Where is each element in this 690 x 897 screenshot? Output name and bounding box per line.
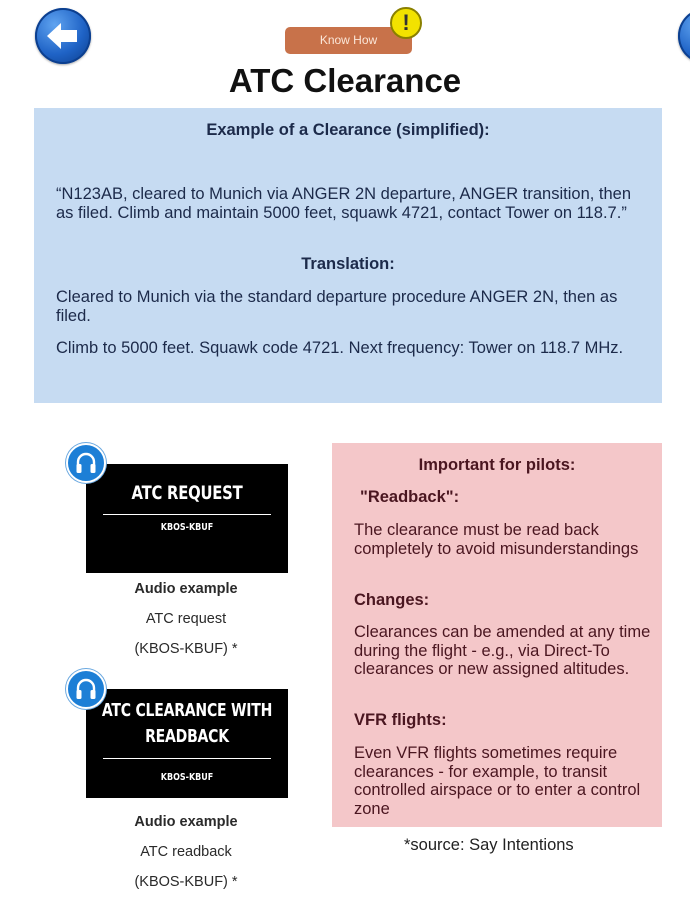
translation-text-1: Cleared to Munich via the standard departure procedure ANGER 2N, then as filed.: [56, 288, 618, 325]
vfr-text: Even VFR flights sometimes require clearances - for example, to transit controlled airspace or to enter a control zone: [354, 744, 641, 818]
next-button[interactable]: [678, 8, 690, 64]
audio-caption-route: (KBOS-KBUF) *: [134, 641, 238, 657]
divider: [103, 758, 271, 759]
important-for-pilots-panel: [332, 443, 662, 827]
audio-card-subtitle: KBOS-KBUF: [160, 522, 214, 533]
audio-card-title-2: READBACK: [145, 726, 229, 747]
audio-card-title: ATC REQUEST: [131, 482, 243, 504]
audio-card-atc-request[interactable]: [86, 464, 288, 573]
arrow-right-icon: [678, 8, 690, 64]
audio-caption-route: (KBOS-KBUF) *: [134, 874, 238, 890]
audio-caption-title: Audio example: [134, 814, 238, 830]
audio-caption-line: ATC request: [145, 611, 227, 627]
translation-heading: Translation:: [301, 255, 395, 273]
audio-card-atc-clearance[interactable]: [86, 689, 288, 798]
changes-text: Clearances can be amended at any time during the flight - e.g., via Direct-To clearances or new assigned altitudes.: [354, 623, 651, 678]
know-how-button[interactable]: Know How: [285, 27, 412, 54]
audio-card-title: ATC CLEARANCE WITH: [101, 700, 273, 721]
clearance-text: “N123AB, cleared to Munich via ANGER 2N departure, ANGER transition, then as filed. Climb and maintain 5000 feet, squawk 4721, contact Tower on 118.7.”: [56, 185, 632, 222]
readback-heading: "Readback":: [360, 488, 460, 506]
audio-caption-title: Audio example: [134, 581, 238, 597]
readback-text: The clearance must be read back completely to avoid misunderstandings: [354, 521, 639, 558]
warning-icon: !: [390, 7, 422, 39]
source-note: *source: Say Intentions: [404, 836, 574, 854]
audio-caption-line: ATC readback: [140, 844, 232, 860]
arrow-left-icon: [35, 8, 91, 64]
audio-card-subtitle: KBOS-KBUF: [160, 772, 214, 783]
important-heading: Important for pilots:: [418, 456, 576, 474]
example-heading: Example of a Clearance (simplified):: [206, 121, 490, 139]
headphones-icon: [75, 451, 97, 475]
page-title: ATC Clearance: [228, 62, 462, 99]
play-audio-button[interactable]: [66, 669, 106, 709]
play-audio-button[interactable]: [66, 443, 106, 483]
back-button[interactable]: [35, 8, 91, 64]
divider: [103, 514, 271, 515]
vfr-heading: VFR flights:: [354, 711, 447, 729]
changes-heading: Changes:: [354, 591, 430, 609]
headphones-icon: [75, 677, 97, 701]
translation-text-2: Climb to 5000 feet. Squawk code 4721. Next frequency: Tower on 118.7 MHz.: [56, 339, 624, 357]
clearance-example-panel: [34, 108, 662, 403]
